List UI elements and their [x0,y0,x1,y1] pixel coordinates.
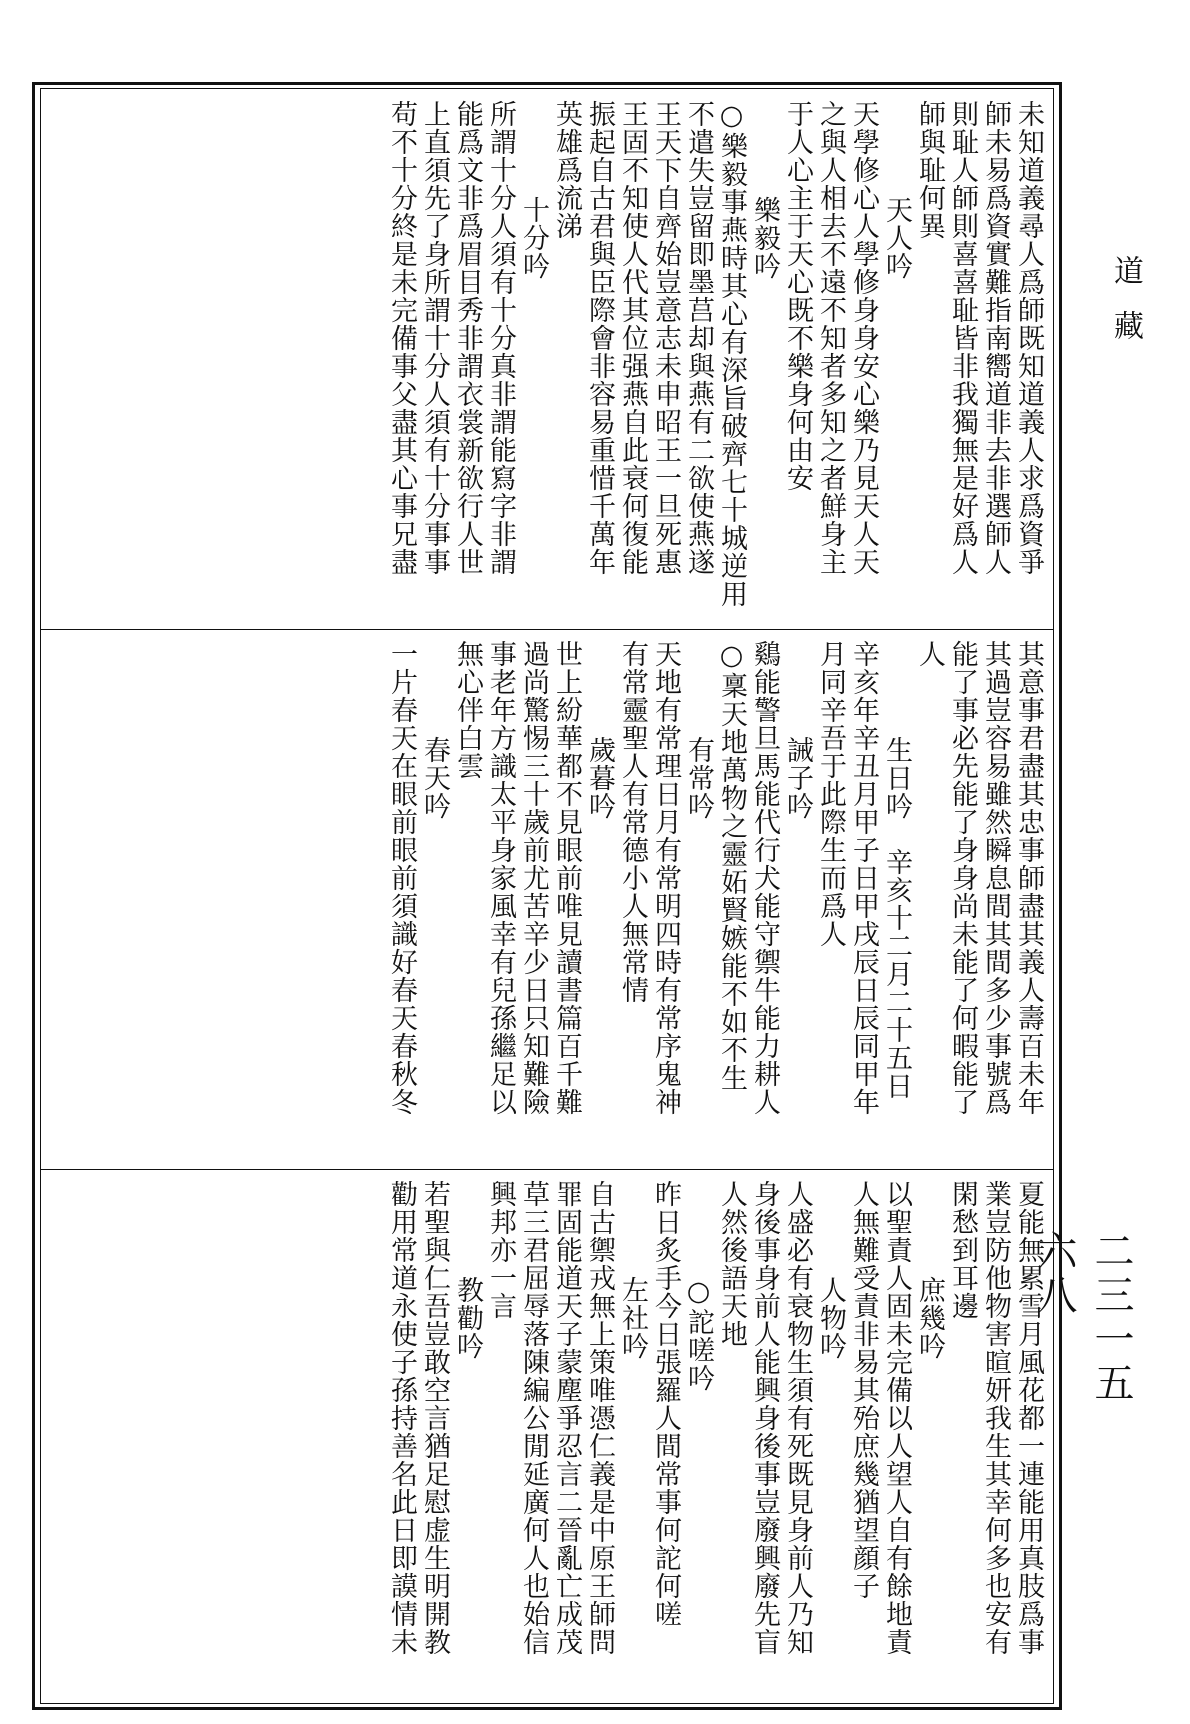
text-column: 不遣失豈留即墨莒却與燕有二欲使燕遂 [683,100,714,576]
text-column: 身後事身前人能興身後事豈廢興廢先盲 [749,1180,780,1656]
text-column: 自古禦戎無上策唯憑仁義是中原王師問 [584,1180,615,1656]
text-column: 師與耻何異 [914,100,945,240]
text-column: 辛亥年辛丑月甲子日甲戌辰日辰同甲年 [848,640,879,1116]
text-column: ○稟天地萬物之靈妬賢嫉能不如不生 [716,640,747,1092]
poem-title: 生日吟 辛亥十二月二十五日 [881,736,912,1100]
text-column: 振起自古君與臣際會非容易重惜千萬年 [584,100,615,576]
margin-subtitle: 藏 [1108,310,1143,340]
poem-title: 天人吟 [881,196,912,280]
poem-title: 樂毅吟 [749,196,780,280]
text-column: 閑愁到耳邊 [947,1180,978,1320]
text-column: 未知道義尋人爲師既知道義人求爲資爭 [1013,100,1044,576]
text-column: 人無難受責非易其殆庶幾猶望顔子 [848,1180,879,1600]
text-column: 以聖責人固未完備以人望人自有餘地責 [881,1180,912,1656]
text-column: 天地有常理日月有常明四時有常序鬼神 [650,640,681,1116]
text-column: 苟不十分終是未完備事父盡其心事兄盡 [386,100,417,576]
text-column: 興邦亦一言 [485,1180,516,1320]
text-column: 昨日炙手今日張羅人間常事何詑何嗟 [650,1180,681,1628]
text-column: 月同辛吾于此際生而爲人 [815,640,846,948]
text-column: 勸用常道永使子孫持善名此日即謨情未 [386,1180,417,1656]
text-column: 能了事必先能了身身尚未能了何暇能了 [947,640,978,1116]
text-column: 世上紛華都不見眼前唯見讀書篇百千難 [551,640,582,1116]
text-column: 罪固能道天子蒙塵爭忍言二晉亂亡成茂 [551,1180,582,1656]
poem-title: 春天吟 [419,736,450,820]
text-column: 天學修心人學修身身安心樂乃見天人天 [848,100,879,576]
text-column: 師未易爲資實難指南嚮道非去非選師人 [980,100,1011,576]
poem-title: 人物吟 [815,1276,846,1360]
text-column: 所謂十分人須有十分真非謂能寫字非謂 [485,100,516,576]
text-column: 過尚驚惕三十歲前尤苦辛少日只知難險 [518,640,549,1116]
text-column: 無心伴白雲 [452,640,483,780]
text-column: ○樂毅事燕時其心有深旨破齊七十城逆用 [716,100,747,608]
text-column: 其過豈容易雖然瞬息間其間多少事號爲 [980,640,1011,1116]
text-column: 夏能無累雪月風花都一連能用真肢爲事 [1013,1180,1044,1656]
text-column: 則耻人師則喜喜耻皆非我獨無是好爲人 [947,100,978,576]
text-band-middle [41,630,1053,1168]
poem-title: 誡子吟 [782,736,813,820]
poem-title: 左社吟 [617,1276,648,1360]
text-column: 于人心主于天心既不樂身何由安 [782,100,813,492]
text-column: 事老年方識太平身家風幸有兒孫繼足以 [485,640,516,1116]
text-column: 能爲文非爲眉目秀非謂衣裳新欲行人世 [452,100,483,576]
poem-title: 教勸吟 [452,1276,483,1360]
text-column: 其意事君盡其忠事師盡其義人壽百未年 [1013,640,1044,1116]
text-column: 業豈防他物害暄妍我生其幸何多也安有 [980,1180,1011,1656]
text-column: 人盛必有衰物生須有死既見身前人乃知 [782,1180,813,1656]
poem-title: 庶幾吟 [914,1276,945,1360]
poem-title: 歲暮吟 [584,736,615,820]
text-column: 有常靈聖人有常德小人無常情 [617,640,648,1004]
text-band-bottom [41,1170,1053,1702]
text-column: 王天下自齊始豈意志未申昭王一旦死惠 [650,100,681,576]
poem-title: ○詑嗟吟 [683,1276,714,1392]
text-column: 王固不知使人代其位强燕自此衰何復能 [617,100,648,576]
text-column: 之與人相去不遠不知者多知之者鮮身主 [815,100,846,576]
page-number: 二三一五六八 [1031,1230,1134,1406]
text-column: 英雄爲流涕 [551,100,582,240]
poem-title: 十分吟 [518,196,549,280]
text-column: 人 [914,640,945,668]
text-column: 上直須先了身所謂十分人須有十分事事 [419,100,450,576]
margin-title: 道 [1108,255,1143,285]
text-column: 一片春天在眼前眼前須識好春天春秋冬 [386,640,417,1116]
poem-title: 有常吟 [683,736,714,820]
text-column: 草三君屈辱落陳編公閒延廣何人也始信 [518,1180,549,1656]
text-column: 人然後語天地 [716,1180,747,1348]
text-band-top [41,90,1053,628]
text-column: 鷄能警旦馬能代行犬能守禦牛能力耕人 [749,640,780,1116]
text-column: 若聖與仁吾豈敢空言猶足慰虚生明開教 [419,1180,450,1656]
